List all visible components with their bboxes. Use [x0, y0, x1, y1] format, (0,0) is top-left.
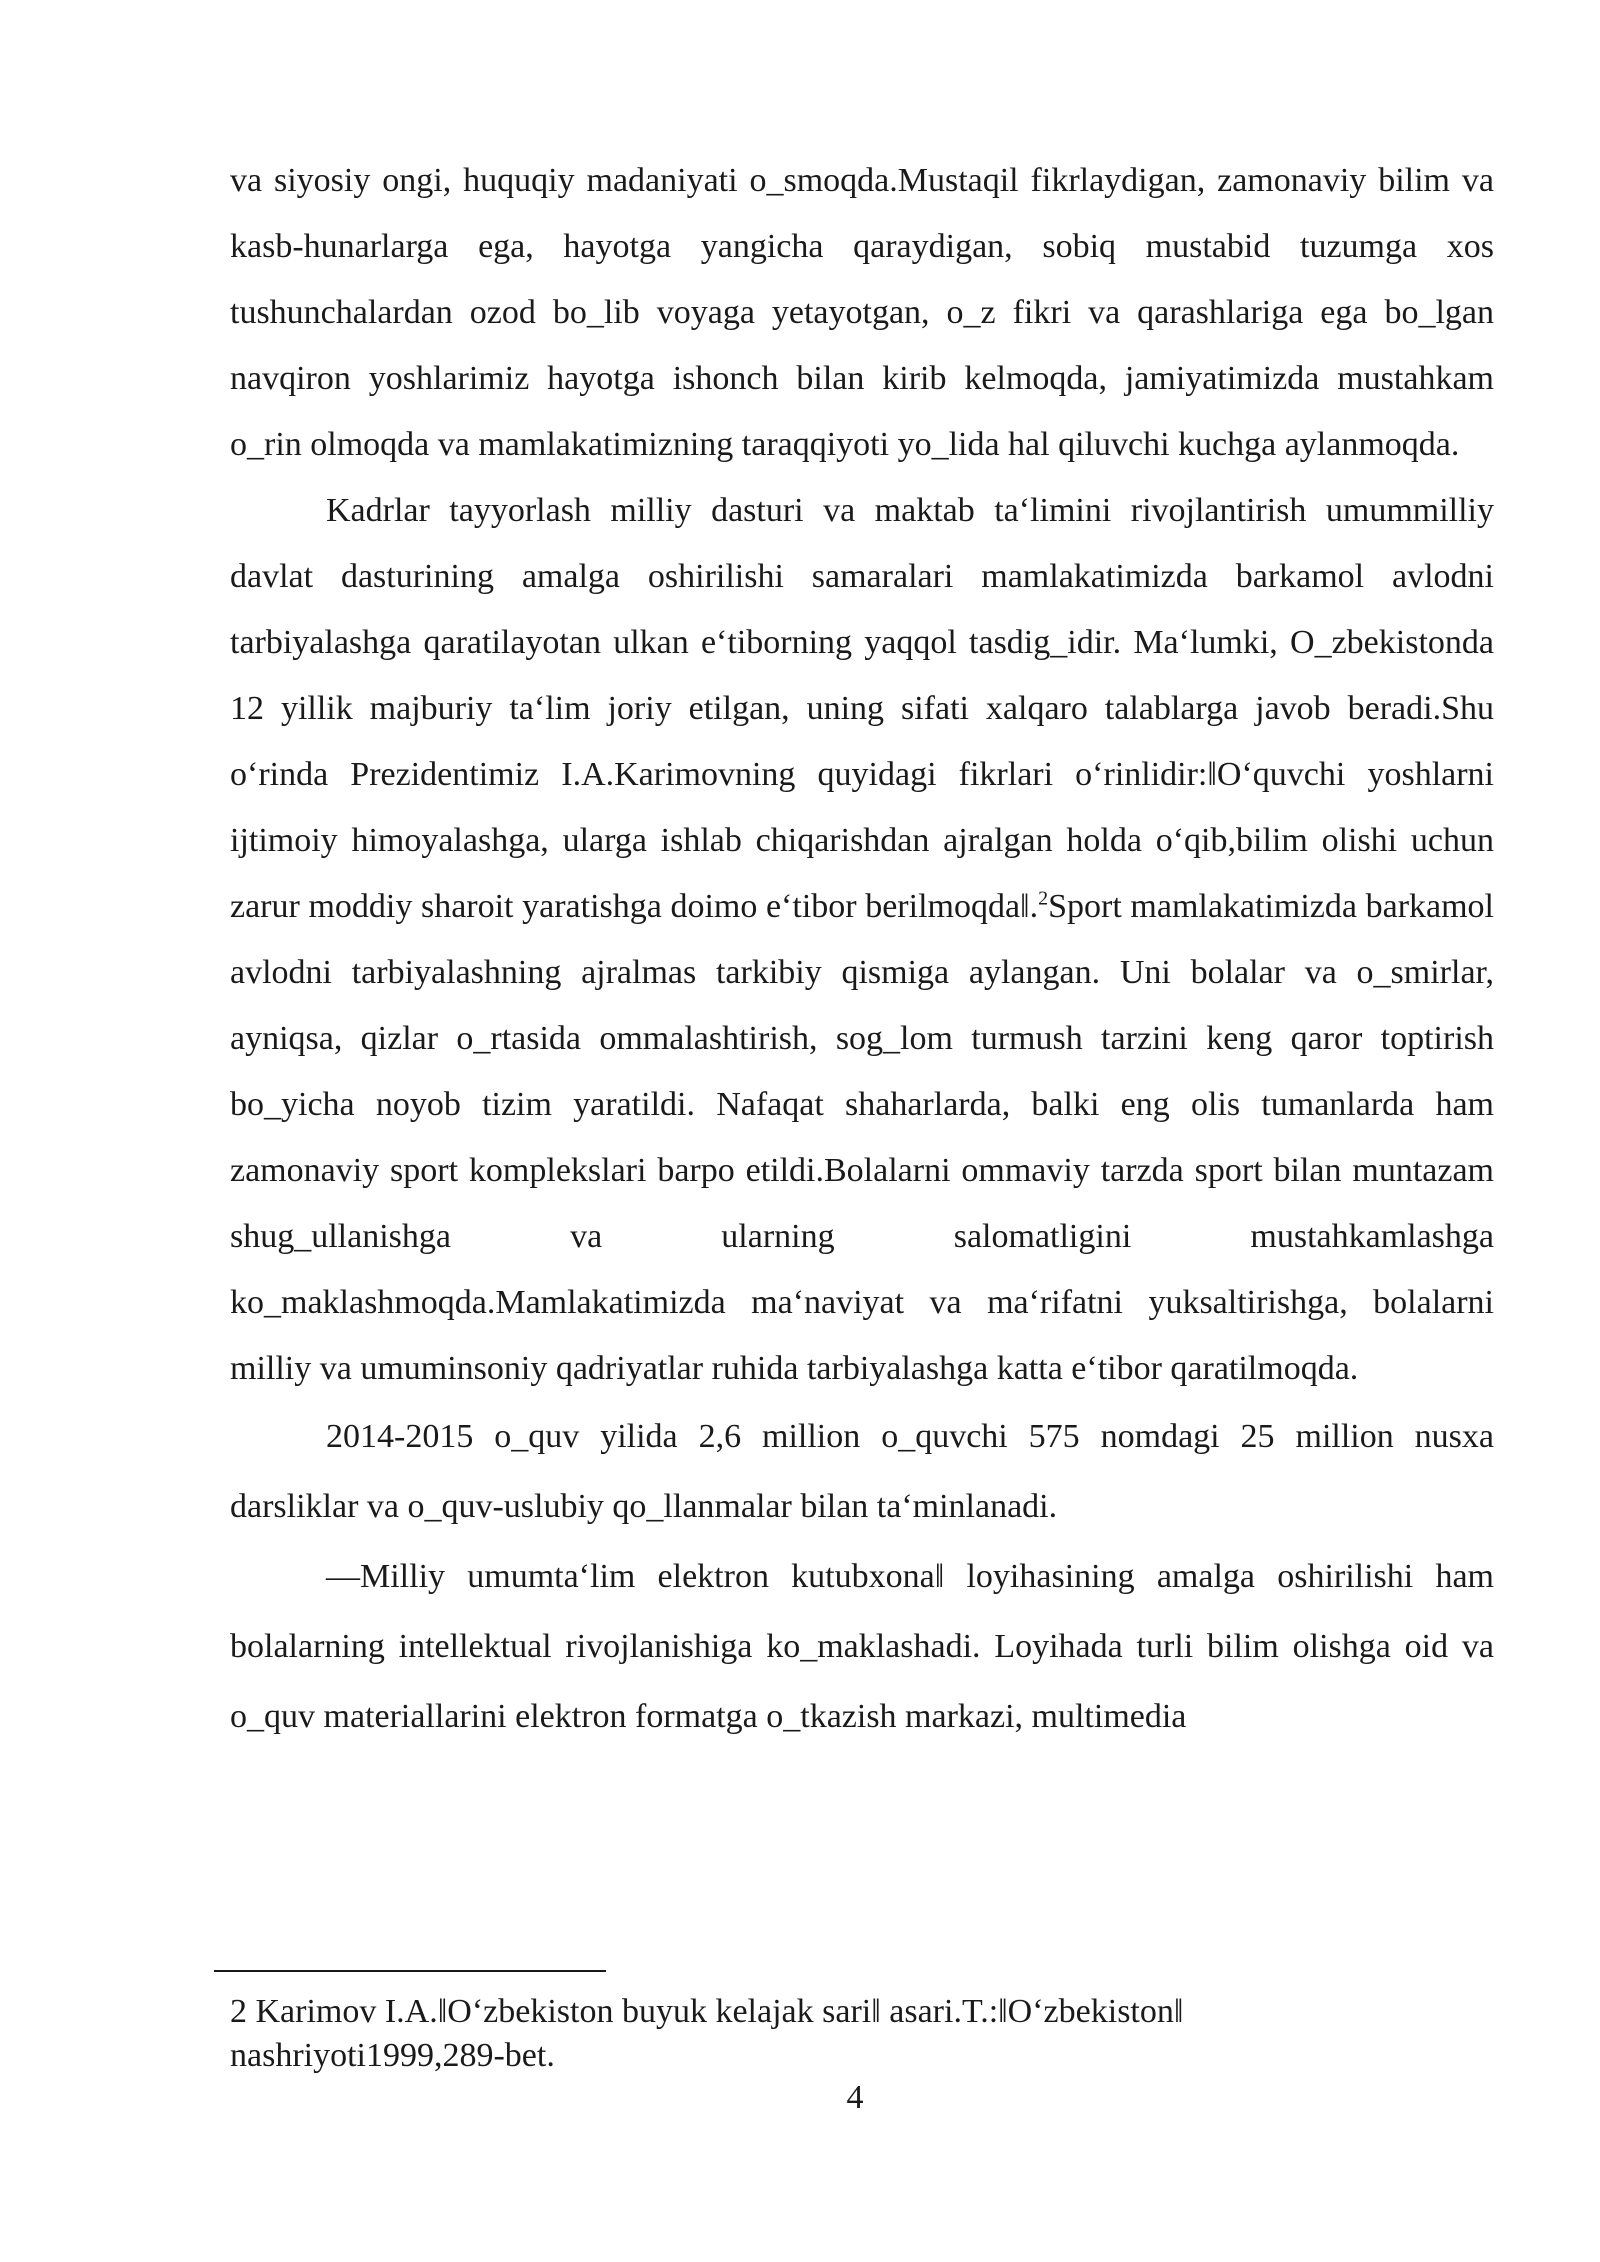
paragraph-2 — [230, 478, 1494, 1402]
paragraph-3: 2014-2015 o_quv yilida 2,6 million o_quvchi 575 nomdagi 25 million nusxa darsliklar va o_quv-uslubiy qo_llanmalar bilan ta‘minlanadi. — [230, 1418, 1494, 1525]
footnote-reference[interactable]: 2 — [1038, 887, 1049, 910]
footnote-separator — [214, 1970, 606, 1972]
page-number: 4 — [846, 2079, 864, 2116]
paragraph-4: ―Milliy umumta‘lim elektron kutubxona‖ loyihasining amalga oshirilishi ham bolalarning intellektual rivojlanishiga ko_maklashadi. Loyihada turli bilim olishga oid va o_quv materiallarini elektron formatga o_tkazish markazi, multimedia — [230, 1558, 1494, 1735]
paragraph-2-text: Kadrlar tayyorlash milliy dasturi va maktab ta‘limini rivojlantirish umummilliy davlat dasturining amalga oshirilishi samaralari mamlakatimizda barkamol avlodni tarbiyalashga qaratilayotan ulkan e‘tiborning yaqqol tasdig_idir. Ma‘lumki, O_zbekistonda 12 yillik majburiy ta‘lim joriy etilgan, uning sifati xalqaro talablarga javob beradi.Shu o‘rinda Prezidentimiz I.A.Karimovning quyidagi fikrlari o‘rinlidir:‖O‘quvchi yoshlarni ijtimoiy himoyalashga, ularga ishlab chiqarishdan ajralgan holda o‘qib,bilim olishi uchun zarur moddiy sharoit yaratishga doimo e‘tibor berilmoqda‖. — [230, 492, 1494, 925]
document-body — [230, 148, 1494, 1752]
paragraph-1: va siyosiy ongi, huquqiy madaniyati o_smoqda.Mustaqil fikrlaydigan, zamonaviy bilim va kasb-hunarlarga ega, hayotga yangicha qaraydigan, sobiq mustabid tuzumga xos tushunchalardan ozod bo_lib voyaga yetayotgan, o_z fikri va qarashlariga ega bo_lgan navqiron yoshlarimiz hayotga ishonch bilan kirib kelmoqda, jamiyatimizda mustahkam o_rin olmoqda va mamlakatimizning taraqqiyoti yo_lida hal qiluvchi kuchga aylanmoqda. — [230, 162, 1494, 463]
footnote-text: 2 Karimov I.A.‖O‘zbekiston buyuk kelajak sari‖ asari.T.:‖O‘zbekiston‖ nashriyoti1999,289-bet. — [230, 1993, 1184, 2074]
paragraph-2-continuation: Sport mamlakatimizda barkamol avlodni tarbiyalashning ajralmas tarkibiy qismiga aylangan. Uni bolalar va o_smirlar, ayniqsa, qizlar o_rtasida ommalashtirish, sog_lom turmush tarzini keng qaror toptirish bo_yicha noyob tizim yaratildi. Nafaqat shaharlarda, balki eng olis tumanlarda ham zamonaviy sport komplekslari barpo etildi.Bolalarni ommaviy tarzda sport bilan muntazam shug_ullanishga va ularning salomatligini mustahkamlashga ko_maklashmoqda.Mamlakatimizda ma‘naviyat va ma‘rifatni yuksaltirishga, bolalarni milliy va umuminsoniy qadriyatlar ruhida tarbiyalashga katta e‘tibor qaratilmoqda. — [230, 888, 1494, 1387]
